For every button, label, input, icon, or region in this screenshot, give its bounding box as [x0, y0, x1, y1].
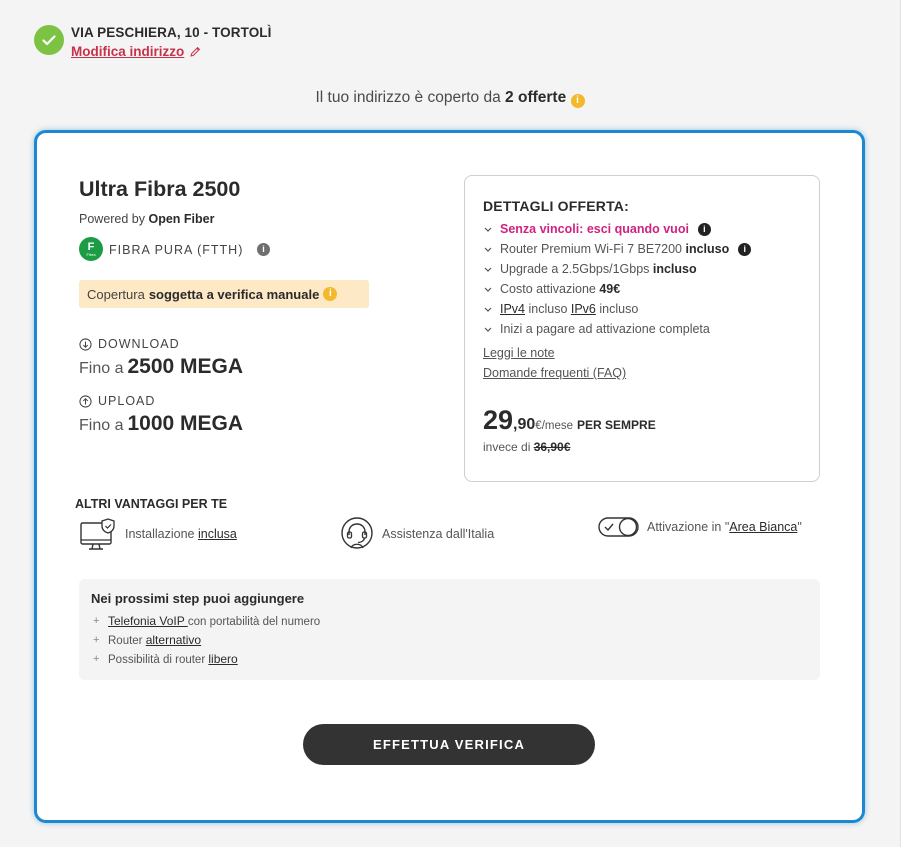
ipv6-link[interactable]: IPv6 — [570, 302, 596, 316]
ipv6-suffix: incluso — [595, 302, 639, 316]
step-voip — [93, 614, 320, 628]
scrollbar-track[interactable] — [900, 0, 917, 847]
support-text: Assistenza dall'Italia — [382, 527, 495, 541]
upload-label-text: UPLOAD — [98, 394, 156, 408]
chevron-check-icon — [483, 224, 493, 234]
upgrade-text: Upgrade a 2.5Gbps/1Gbps — [500, 262, 653, 276]
activation-area-close: " — [797, 520, 802, 534]
advantage-installation — [79, 516, 237, 552]
chevron-check-icon — [483, 264, 493, 274]
coverage-count: 2 offerte — [505, 89, 567, 106]
router-text: Router Premium Wi-Fi 7 BE7200 — [500, 242, 686, 256]
old-price — [483, 440, 570, 454]
plus-icon: + — [93, 653, 100, 665]
advantage-support — [340, 516, 494, 552]
feature-pay-text: Inizi a pagare ad attivazione completa — [500, 322, 710, 336]
no-ties-info-icon[interactable]: i — [698, 223, 711, 236]
price-integer: 29 — [483, 405, 514, 435]
upload-label — [79, 394, 155, 408]
upload-prefix: Fino a — [79, 417, 124, 434]
upload-speed — [79, 412, 243, 436]
offer-details-box — [464, 175, 820, 482]
coverage-info-icon[interactable]: i — [571, 94, 585, 108]
step-router — [93, 633, 201, 647]
step-voip-text — [108, 614, 320, 628]
feature-pay — [483, 322, 710, 336]
address-check-icon — [34, 25, 64, 55]
voip-link[interactable]: Telefonia VoIP — [108, 614, 188, 628]
download-label — [79, 337, 180, 351]
powered-prefix: Powered by — [79, 212, 149, 226]
details-heading: DETTAGLI OFFERTA: — [483, 198, 629, 214]
download-value: 2500 MEGA — [127, 355, 244, 378]
activation-area-text — [647, 520, 802, 534]
router-alt-link[interactable]: alternativo — [145, 633, 202, 647]
activation-text: Costo attivazione — [500, 282, 600, 296]
advantages-heading: ALTRI VANTAGGI PER TE — [75, 497, 228, 511]
installation-link[interactable]: inclusa — [197, 527, 237, 541]
activation-area-label: Attivazione in " — [647, 520, 730, 534]
fibra-logo-letter: F — [87, 240, 95, 253]
feature-upgrade — [483, 262, 697, 276]
router-alt-text: Router — [108, 635, 146, 647]
powered-provider: Open Fiber — [148, 212, 215, 226]
manual-check-emphasis: soggetta a verifica manuale — [148, 286, 320, 302]
edit-address-link[interactable] — [71, 44, 201, 59]
download-label-text: DOWNLOAD — [98, 337, 180, 351]
manual-check-banner — [79, 280, 369, 308]
download-arrow-icon — [79, 338, 92, 351]
download-prefix: Fino a — [79, 360, 124, 377]
feature-ip — [483, 302, 638, 316]
free-router-link[interactable]: libero — [208, 652, 238, 666]
feature-activation-cost — [483, 282, 620, 296]
next-steps-heading: Nei prossimi step puoi aggiungere — [91, 591, 305, 606]
faq-link[interactable]: Domande frequenti (FAQ) — [483, 366, 627, 380]
address-line: VIA PESCHIERA, 10 - TORTOLÌ — [71, 25, 272, 40]
coverage-prefix: Il tuo indirizzo è coperto da — [315, 89, 506, 106]
price — [483, 405, 656, 436]
offer-title: Ultra Fibra 2500 — [79, 177, 241, 201]
toggle-switch-icon — [598, 516, 639, 538]
powered-by — [79, 212, 214, 226]
manual-check-info-icon[interactable]: i — [323, 287, 337, 301]
chevron-check-icon — [483, 324, 493, 334]
step-router-text — [108, 633, 201, 647]
free-router-text: Possibilità di router — [108, 654, 209, 666]
old-price-prefix: invece di — [483, 440, 534, 454]
offer-card — [34, 130, 865, 823]
advantage-activation — [598, 516, 802, 538]
chevron-check-icon — [483, 284, 493, 294]
feature-no-ties-text: Senza vincoli: esci quando vuoi — [500, 222, 689, 236]
fibra-logo-icon — [79, 237, 103, 261]
chevron-check-icon — [483, 304, 493, 314]
step-free-router-text — [108, 652, 238, 666]
upgrade-bold: incluso — [652, 262, 697, 276]
price-decimal: ,90 — [513, 416, 536, 433]
monitor-shield-icon — [79, 516, 117, 552]
edit-address-label: Modifica indirizzo — [71, 44, 185, 59]
price-forever: PER SEMPRE — [577, 418, 656, 432]
notes-link[interactable]: Leggi le note — [483, 346, 555, 360]
feature-upgrade-text — [500, 262, 697, 276]
verify-button[interactable]: EFFETTUA VERIFICA — [303, 724, 595, 765]
technology-info-icon[interactable]: i — [257, 243, 270, 256]
voip-text: con portabilità del numero — [187, 616, 321, 628]
price-unit: €/mese — [535, 420, 574, 432]
fibra-logo-word: Fibra — [86, 251, 96, 257]
feature-router-text — [500, 242, 729, 256]
upload-arrow-icon — [79, 395, 92, 408]
old-price-value: 36,90€ — [533, 440, 571, 454]
installation-text — [125, 527, 237, 541]
pencil-icon — [189, 46, 201, 58]
installation-label: Installazione — [125, 527, 198, 541]
step-free-router — [93, 652, 238, 666]
feature-router — [483, 242, 751, 256]
coverage-summary — [0, 89, 900, 108]
technology-label: FIBRA PURA (FTTH) — [109, 243, 244, 257]
activation-area-link[interactable]: Area Bianca — [729, 520, 798, 534]
manual-check-prefix: Copertura — [87, 286, 145, 302]
feature-ip-text — [500, 302, 638, 316]
router-info-icon[interactable]: i — [738, 243, 751, 256]
chevron-check-icon — [483, 244, 493, 254]
ipv4-suffix: incluso — [525, 302, 571, 316]
feature-no-ties — [483, 222, 711, 236]
download-speed — [79, 355, 243, 379]
plus-icon: + — [93, 634, 100, 646]
ipv4-link[interactable]: IPv4 — [500, 302, 526, 316]
router-bold: incluso — [685, 242, 730, 256]
activation-bold: 49€ — [599, 282, 621, 296]
headset-icon — [340, 516, 374, 552]
upload-value: 1000 MEGA — [127, 412, 244, 435]
plus-icon: + — [93, 615, 100, 627]
feature-activation-text — [500, 282, 620, 296]
next-steps-box — [79, 579, 820, 680]
